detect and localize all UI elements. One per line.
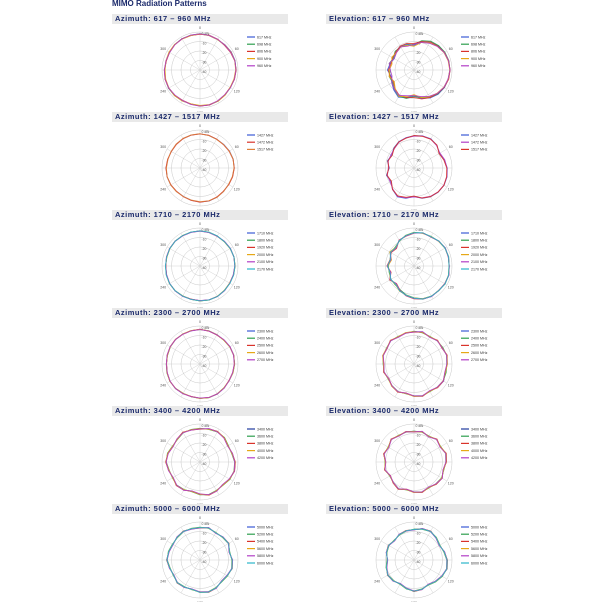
grid-spoke (167, 149, 200, 168)
grid-spoke (167, 462, 200, 481)
ring-label: -20 (201, 149, 207, 153)
legend-label: 5600 MHz (257, 546, 274, 551)
polar-chart (326, 220, 502, 308)
legend-label: 6000 MHz (257, 561, 274, 566)
angle-label: 0 (199, 319, 201, 324)
legend-label: 4000 MHz (257, 448, 274, 453)
grid-spoke (181, 37, 200, 70)
legend-label: 2300 MHz (471, 329, 488, 334)
ring-label: -40 (201, 168, 207, 172)
ring-label: -40 (415, 266, 421, 270)
polar-chart (112, 220, 288, 308)
angle-label: 120 (233, 89, 240, 94)
grid-spoke (395, 37, 414, 70)
ring-label: -30 (415, 158, 421, 163)
chart-panel (326, 112, 502, 210)
ring-label: -40 (415, 364, 421, 368)
angle-label: 240 (160, 89, 167, 94)
angle-label: 0 (413, 123, 415, 128)
chart-title: Azimuth: 5000 – 6000 MHz (112, 504, 288, 514)
angle-label: 300 (160, 243, 167, 248)
polar-chart (112, 318, 288, 406)
grid-spoke (414, 462, 433, 495)
chart-panel (112, 210, 288, 308)
angle-label: 0 (413, 319, 415, 324)
legend-label: 806 MHz (257, 49, 272, 54)
grid-spoke (200, 168, 219, 201)
ring-label: -10 (415, 237, 421, 242)
ring-label: -30 (201, 550, 207, 555)
grid-spoke (381, 168, 414, 187)
legend-label: 5400 MHz (257, 539, 274, 544)
angle-label: 0 (199, 515, 201, 520)
angle-label: 60 (448, 537, 453, 542)
grid-spoke (395, 135, 414, 168)
page-title: MIMO Radiation Patterns (112, 0, 207, 8)
chart-panel (326, 210, 502, 308)
angle-label: 60 (234, 145, 239, 150)
ring-label: -20 (415, 247, 421, 251)
chart-title: Azimuth: 1710 – 2170 MHz (112, 210, 288, 220)
ring-label: -10 (415, 139, 421, 144)
angle-label: 60 (448, 47, 453, 52)
legend-label: 2400 MHz (257, 336, 274, 341)
angle-label: 300 (374, 537, 381, 542)
ring-label: 0 dBi (201, 522, 210, 526)
legend-label: 5400 MHz (471, 539, 488, 544)
grid-spoke (381, 51, 414, 70)
legend-label: 1710 MHz (471, 231, 488, 236)
ring-label: -30 (415, 354, 421, 359)
polar-chart (112, 514, 288, 602)
grid-spoke (381, 149, 414, 168)
angle-label: 0 (199, 221, 201, 226)
ring-label: -40 (201, 70, 207, 74)
chart-title: Azimuth: 617 – 960 MHz (112, 14, 288, 24)
legend-label: 1920 MHz (257, 245, 274, 250)
polar-chart (326, 514, 502, 602)
legend-label: 5000 MHz (471, 525, 488, 530)
chart-panel (112, 504, 288, 602)
grid-spoke (167, 560, 200, 579)
ring-label: -20 (201, 247, 207, 251)
legend-label: 5800 MHz (471, 554, 488, 559)
legend-label: 4200 MHz (257, 456, 274, 461)
angle-label: 300 (160, 47, 167, 52)
grid-spoke (381, 70, 414, 89)
ring-label: -30 (201, 452, 207, 457)
angle-label: 240 (374, 383, 381, 388)
polar-chart (112, 24, 288, 112)
legend-label: 1800 MHz (257, 238, 274, 243)
angle-label: 300 (160, 341, 167, 346)
grid-spoke (200, 70, 219, 103)
angle-label: 300 (374, 47, 381, 52)
legend-label: 2300 MHz (257, 329, 274, 334)
legend-label: 2500 MHz (471, 343, 488, 348)
grid-spoke (167, 345, 200, 364)
ring-label: -10 (201, 139, 207, 144)
grid-spoke (381, 266, 414, 285)
chart-title: Elevation: 617 – 960 MHz (326, 14, 502, 24)
grid-spoke (381, 541, 414, 560)
legend-label: 900 MHz (471, 56, 486, 61)
chart-title: Elevation: 3400 – 4200 MHz (326, 406, 502, 416)
ring-label: -30 (201, 354, 207, 359)
ring-label: -30 (201, 158, 207, 163)
ring-label: -20 (415, 541, 421, 545)
grid-spoke (167, 70, 200, 89)
chart-title: Elevation: 1427 – 1517 MHz (326, 112, 502, 122)
angle-label: 120 (447, 481, 454, 486)
legend-label: 2100 MHz (257, 260, 274, 265)
angle-label: 240 (160, 481, 167, 486)
grid-spoke (181, 429, 200, 462)
series-curve (386, 136, 447, 199)
angle-label: 120 (233, 481, 240, 486)
grid-spoke (181, 331, 200, 364)
chart-title: Azimuth: 1427 – 1517 MHz (112, 112, 288, 122)
ring-label: 0 dBi (415, 424, 424, 428)
angle-label: 300 (160, 439, 167, 444)
legend-label: 698 MHz (471, 42, 486, 47)
legend-label: 5200 MHz (257, 532, 274, 537)
angle-label: 240 (160, 383, 167, 388)
grid-spoke (414, 364, 433, 397)
chart-panel (326, 406, 502, 504)
angle-label: 0 (413, 221, 415, 226)
legend-label: 2600 MHz (471, 350, 488, 355)
angle-label: 300 (374, 341, 381, 346)
ring-label: -10 (201, 237, 207, 242)
chart-title: Azimuth: 2300 – 2700 MHz (112, 308, 288, 318)
ring-label: -20 (415, 443, 421, 447)
angle-label: 120 (233, 579, 240, 584)
ring-label: -20 (415, 51, 421, 55)
grid-spoke (167, 51, 200, 70)
angle-label: 0 (199, 25, 201, 30)
legend-label: 5800 MHz (257, 554, 274, 559)
angle-label: 300 (160, 145, 167, 150)
grid-spoke (181, 266, 200, 299)
chart-panel (112, 406, 288, 504)
grid-spoke (181, 560, 200, 593)
grid-spoke (200, 462, 219, 495)
grid-spoke (381, 247, 414, 266)
ring-label: -40 (415, 560, 421, 564)
legend-label: 2170 MHz (257, 267, 274, 272)
legend-label: 2500 MHz (257, 343, 274, 348)
ring-label: -30 (415, 550, 421, 555)
polar-chart (112, 416, 288, 504)
legend-label: 2600 MHz (257, 350, 274, 355)
angle-label: 60 (234, 243, 239, 248)
angle-label: 240 (160, 579, 167, 584)
chart-title: Elevation: 1710 – 2170 MHz (326, 210, 502, 220)
angle-label: 240 (160, 285, 167, 290)
grid-spoke (381, 443, 414, 462)
angle-label: 120 (447, 89, 454, 94)
legend-label: 3400 MHz (257, 427, 274, 432)
angle-label: 300 (374, 145, 381, 150)
chart-panel (112, 112, 288, 210)
legend-label: 4000 MHz (471, 448, 488, 453)
angle-label: 120 (447, 579, 454, 584)
ring-label: -10 (201, 41, 207, 46)
polar-chart (326, 24, 502, 112)
angle-label: 60 (448, 243, 453, 248)
legend-label: 2700 MHz (471, 358, 488, 363)
ring-label: -10 (415, 335, 421, 340)
legend-label: 2400 MHz (471, 336, 488, 341)
legend-label: 5000 MHz (257, 525, 274, 530)
ring-label: -20 (201, 345, 207, 349)
legend-label: 3600 MHz (257, 434, 274, 439)
legend-label: 3800 MHz (471, 441, 488, 446)
angle-label: 60 (234, 341, 239, 346)
ring-label: -40 (415, 462, 421, 466)
chart-panel (112, 308, 288, 406)
legend-label: 1920 MHz (471, 245, 488, 250)
legend-label: 3800 MHz (257, 441, 274, 446)
angle-label: 60 (448, 439, 453, 444)
chart-panel (326, 14, 502, 112)
grid-spoke (167, 168, 200, 187)
legend-label: 900 MHz (257, 56, 272, 61)
polar-chart (326, 416, 502, 504)
ring-label: -30 (415, 60, 421, 65)
ring-label: -20 (201, 541, 207, 545)
ring-label: -40 (415, 70, 421, 74)
angle-label: 300 (160, 537, 167, 542)
angle-label: 60 (448, 145, 453, 150)
grid-spoke (381, 345, 414, 364)
legend-label: 1472 MHz (257, 140, 274, 145)
angle-label: 240 (374, 481, 381, 486)
ring-label: 0 dBi (201, 326, 210, 330)
ring-label: 0 dBi (415, 522, 424, 526)
polar-chart (326, 122, 502, 210)
legend-label: 1427 MHz (471, 133, 488, 138)
legend-label: 1517 MHz (257, 147, 274, 152)
ring-label: -20 (201, 51, 207, 55)
legend-label: 698 MHz (257, 42, 272, 47)
ring-label: -10 (201, 335, 207, 340)
legend-label: 617 MHz (471, 35, 486, 40)
angle-label: 240 (374, 579, 381, 584)
ring-label: 0 dBi (415, 326, 424, 330)
legend-label: 2700 MHz (257, 358, 274, 363)
legend-label: 806 MHz (471, 49, 486, 54)
ring-label: -30 (415, 256, 421, 261)
legend-label: 1800 MHz (471, 238, 488, 243)
angle-label: 120 (233, 187, 240, 192)
polar-chart (326, 318, 502, 406)
angle-label: 300 (374, 439, 381, 444)
angle-label: 60 (448, 341, 453, 346)
grid-spoke (181, 364, 200, 397)
grid-spoke (167, 247, 200, 266)
grid-spoke (167, 541, 200, 560)
grid-spoke (181, 135, 200, 168)
legend-label: 960 MHz (257, 64, 272, 69)
angle-label: 0 (413, 417, 415, 422)
angle-label: 0 (413, 25, 415, 30)
legend-label: 1472 MHz (471, 140, 488, 145)
ring-label: -20 (415, 149, 421, 153)
ring-label: -10 (415, 433, 421, 438)
angle-label: 120 (447, 187, 454, 192)
ring-label: -10 (415, 41, 421, 46)
polar-chart (112, 122, 288, 210)
chart-title: Elevation: 2300 – 2700 MHz (326, 308, 502, 318)
chart-panel (326, 504, 502, 602)
ring-label: 0 dBi (201, 130, 210, 134)
legend-label: 3400 MHz (471, 427, 488, 432)
grid-spoke (167, 443, 200, 462)
ring-label: -30 (415, 452, 421, 457)
legend-label: 617 MHz (257, 35, 272, 40)
ring-label: 0 dBi (201, 424, 210, 428)
ring-label: 0 dBi (415, 130, 424, 134)
chart-panel (112, 14, 288, 112)
legend-label: 2100 MHz (471, 260, 488, 265)
ring-label: -40 (201, 462, 207, 466)
ring-label: 0 dBi (415, 228, 424, 232)
angle-label: 0 (199, 417, 201, 422)
ring-label: -10 (201, 531, 207, 536)
angle-label: 120 (447, 383, 454, 388)
angle-label: 120 (233, 285, 240, 290)
legend-label: 1710 MHz (257, 231, 274, 236)
ring-label: 0 dBi (415, 32, 424, 36)
ring-label: -10 (201, 433, 207, 438)
ring-label: -40 (201, 560, 207, 564)
angle-label: 240 (374, 285, 381, 290)
chart-title: Elevation: 5000 – 6000 MHz (326, 504, 502, 514)
legend-label: 2170 MHz (471, 267, 488, 272)
chart-panel (326, 308, 502, 406)
ring-label: -30 (201, 256, 207, 261)
angle-label: 240 (160, 187, 167, 192)
legend-label: 5200 MHz (471, 532, 488, 537)
legend-label: 2000 MHz (257, 252, 274, 257)
angle-label: 60 (234, 47, 239, 52)
grid-spoke (414, 266, 433, 299)
angle-label: 60 (234, 439, 239, 444)
grid-spoke (395, 331, 414, 364)
legend-label: 6000 MHz (471, 561, 488, 566)
legend-label: 5600 MHz (471, 546, 488, 551)
ring-label: -20 (415, 345, 421, 349)
ring-label: -10 (415, 531, 421, 536)
angle-label: 0 (199, 123, 201, 128)
grid-spoke (381, 364, 414, 383)
chart-title: Azimuth: 3400 – 4200 MHz (112, 406, 288, 416)
angle-label: 120 (233, 383, 240, 388)
legend-label: 1427 MHz (257, 133, 274, 138)
ring-label: 0 dBi (201, 32, 210, 36)
ring-label: -20 (201, 443, 207, 447)
angle-label: 240 (374, 187, 381, 192)
legend-label: 2000 MHz (471, 252, 488, 257)
grid-spoke (167, 266, 200, 285)
angle-label: 300 (374, 243, 381, 248)
angle-label: 60 (234, 537, 239, 542)
grid-spoke (381, 560, 414, 579)
grid-spoke (181, 168, 200, 201)
grid-spoke (395, 233, 414, 266)
legend-label: 1517 MHz (471, 147, 488, 152)
grid-spoke (167, 364, 200, 383)
legend-label: 3600 MHz (471, 434, 488, 439)
grid-spoke (200, 266, 219, 299)
angle-label: 0 (413, 515, 415, 520)
legend-label: 4200 MHz (471, 456, 488, 461)
ring-label: 0 dBi (201, 228, 210, 232)
grid-spoke (181, 233, 200, 266)
legend-label: 960 MHz (471, 64, 486, 69)
grid-spoke (200, 364, 219, 397)
grid-spoke (181, 527, 200, 560)
angle-label: 120 (447, 285, 454, 290)
ring-label: -40 (415, 168, 421, 172)
grid-spoke (181, 70, 200, 103)
ring-label: -40 (201, 364, 207, 368)
ring-label: -30 (201, 60, 207, 65)
grid-spoke (395, 429, 414, 462)
angle-label: 240 (374, 89, 381, 94)
ring-label: -40 (201, 266, 207, 270)
